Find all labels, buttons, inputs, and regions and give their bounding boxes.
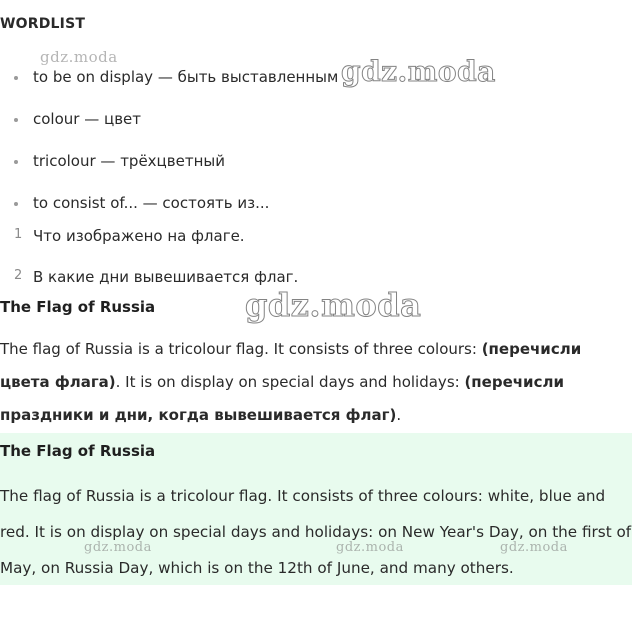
wordlist-title: WORDLIST	[0, 16, 86, 32]
answer-box	[0, 433, 632, 585]
task-title: The Flag of Russia	[0, 298, 156, 316]
watermark: gdz.moda	[40, 48, 118, 66]
task-text-3: .	[396, 406, 402, 424]
watermark: gdz.moda	[245, 286, 422, 324]
bullet-dot-icon	[14, 202, 18, 206]
numbered-item-text: В какие дни вывешивается флаг.	[33, 268, 299, 286]
item-number: 2	[14, 268, 23, 283]
watermark: gdz.moda	[500, 540, 568, 555]
item-number: 1	[14, 227, 23, 242]
task-paragraph	[0, 333, 632, 432]
wordlist-item-text: to be on display — быть выставленным	[33, 68, 339, 86]
answer-title: The Flag of Russia	[0, 442, 156, 460]
task-text-2: . It is on display on special days and holidays:	[115, 373, 465, 391]
task-hint-holidays: (перечисли праздники и дни, когда вывешивается флаг)	[0, 373, 564, 424]
bullet-dot-icon	[14, 118, 18, 122]
bullet-dot-icon	[14, 160, 18, 164]
task-text-1: The flag of Russia is a tricolour flag. It consists of three colours:	[0, 340, 482, 358]
wordlist-item-text: tricolour — трёхцветный	[33, 152, 225, 170]
bullet-dot-icon	[14, 76, 18, 80]
numbered-item-text: Что изображено на флаге.	[33, 227, 245, 245]
answer-paragraph: The flag of Russia is a tricolour flag. It consists of three colours: white, blue and red. It is on display on special days and holidays: on New Year's Day, on the first of May, on Russia Day, which is on the 12th of June, and many others.	[0, 487, 632, 577]
task-hint-colours: (перечисли цвета флага)	[0, 340, 582, 391]
wordlist-item-text: to consist of... — состоять из...	[33, 194, 270, 212]
wordlist-item-text: colour — цвет	[33, 110, 141, 128]
watermark: gdz.moda	[84, 540, 152, 555]
watermark: gdz.moda	[336, 540, 404, 555]
watermark: gdz.moda	[341, 55, 496, 88]
